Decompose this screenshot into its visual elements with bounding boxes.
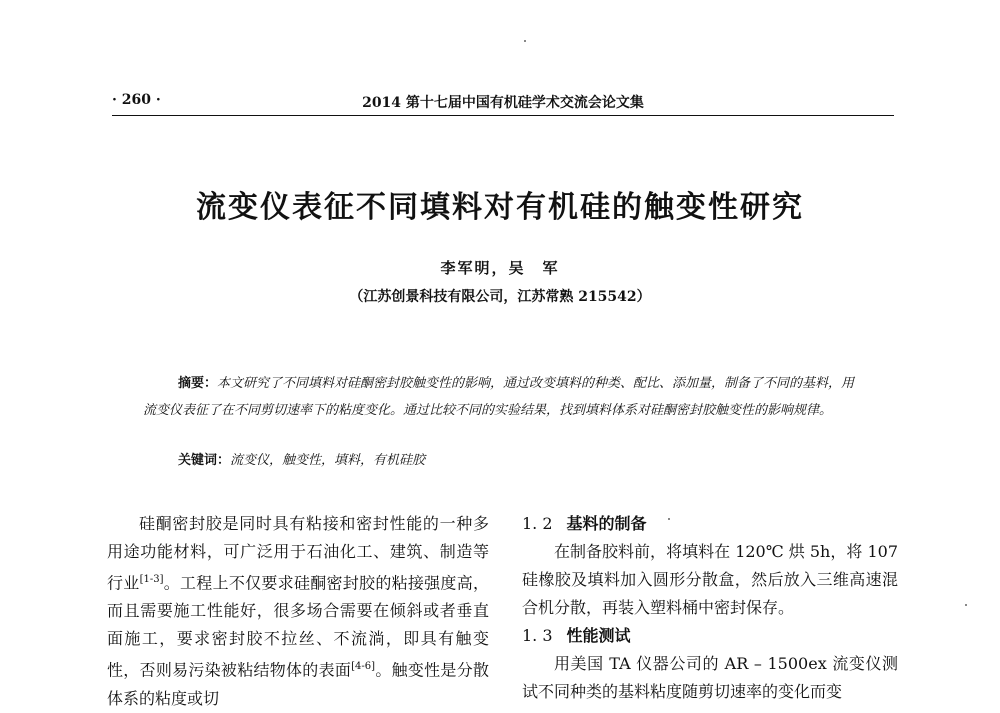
section-title: 性能测试 [566,626,631,645]
citation-ref-1: [1-3] [139,574,164,585]
header-rule [112,115,894,116]
section-paragraph: 在制备胶料前，将填料在 120℃ 烘 5h，将 107 硅橡胶及填料加入圆形分散盒，然后放入三维高速混合机分散，再装入塑料桶中密封保存。 [522,542,898,617]
section-number: 1. 3 [522,626,553,645]
keywords-label: 关键词： [178,453,231,468]
citation-ref-2: [4-6] [351,661,376,673]
section-paragraph: 用美国 TA 仪器公司的 AR – 1500ex 流变仪测试不同种类的基料粘度随剪切速率的变化而变 [522,654,898,701]
paper-authors: 李军明，吴 军 [440,259,560,277]
journal-title: 2014 第十七届中国有机硅学术交流会论文集 [362,95,644,111]
page-number: · 260 · [112,92,161,108]
section-heading-1-2 [522,510,898,538]
abstract-label: 摘要： [178,376,218,391]
running-header [112,92,894,114]
section-title: 基料的制备 [566,514,647,533]
abstract-text: 本文研究了不同填料对硅酮密封胶触变性的影响，通过改变填料的种类、配比、添加量，制备了不同的基料，用流变仪表征了在不同剪切速率下的粘度变化。通过比较不同的实验结果，找到填料体系对硅酮密封胶触变性的影响规律。 [143,376,855,418]
paper-affiliation: （江苏创景科技有限公司，江苏常熟 215542） [349,289,651,305]
scan-speck [965,604,967,606]
keywords [178,447,868,474]
intro-text-1: 硅酮密封胶是同时具有粘接和密封性能的一种多用途功能材料，可广泛用于石油化工、建筑、制造等行业 [107,514,489,593]
body-left-column [107,510,489,713]
body-right-column [522,510,898,706]
scan-speck [668,518,670,520]
intro-text-2: 。工程上不仅要求硅酮密封胶的粘接强度高，而且需要施工性能好，很多场合需要在倾斜或者垂直面施工，要求密封胶不拉丝、不流淌，即具有触变性，否则易污染被粘结物体的表面 [107,573,489,680]
section-heading-1-3 [522,622,898,650]
section-number: 1. 2 [522,514,553,533]
paper-title: 流变仪表征不同填料对有机硅的触变性研究 [196,190,804,225]
abstract [143,370,865,424]
intro-text-3: 。触变性是分散体系的粘度或切 [107,660,489,708]
scan-speck [524,40,526,42]
keywords-text: 流变仪，触变性，填料，有机硅胶 [230,453,426,468]
